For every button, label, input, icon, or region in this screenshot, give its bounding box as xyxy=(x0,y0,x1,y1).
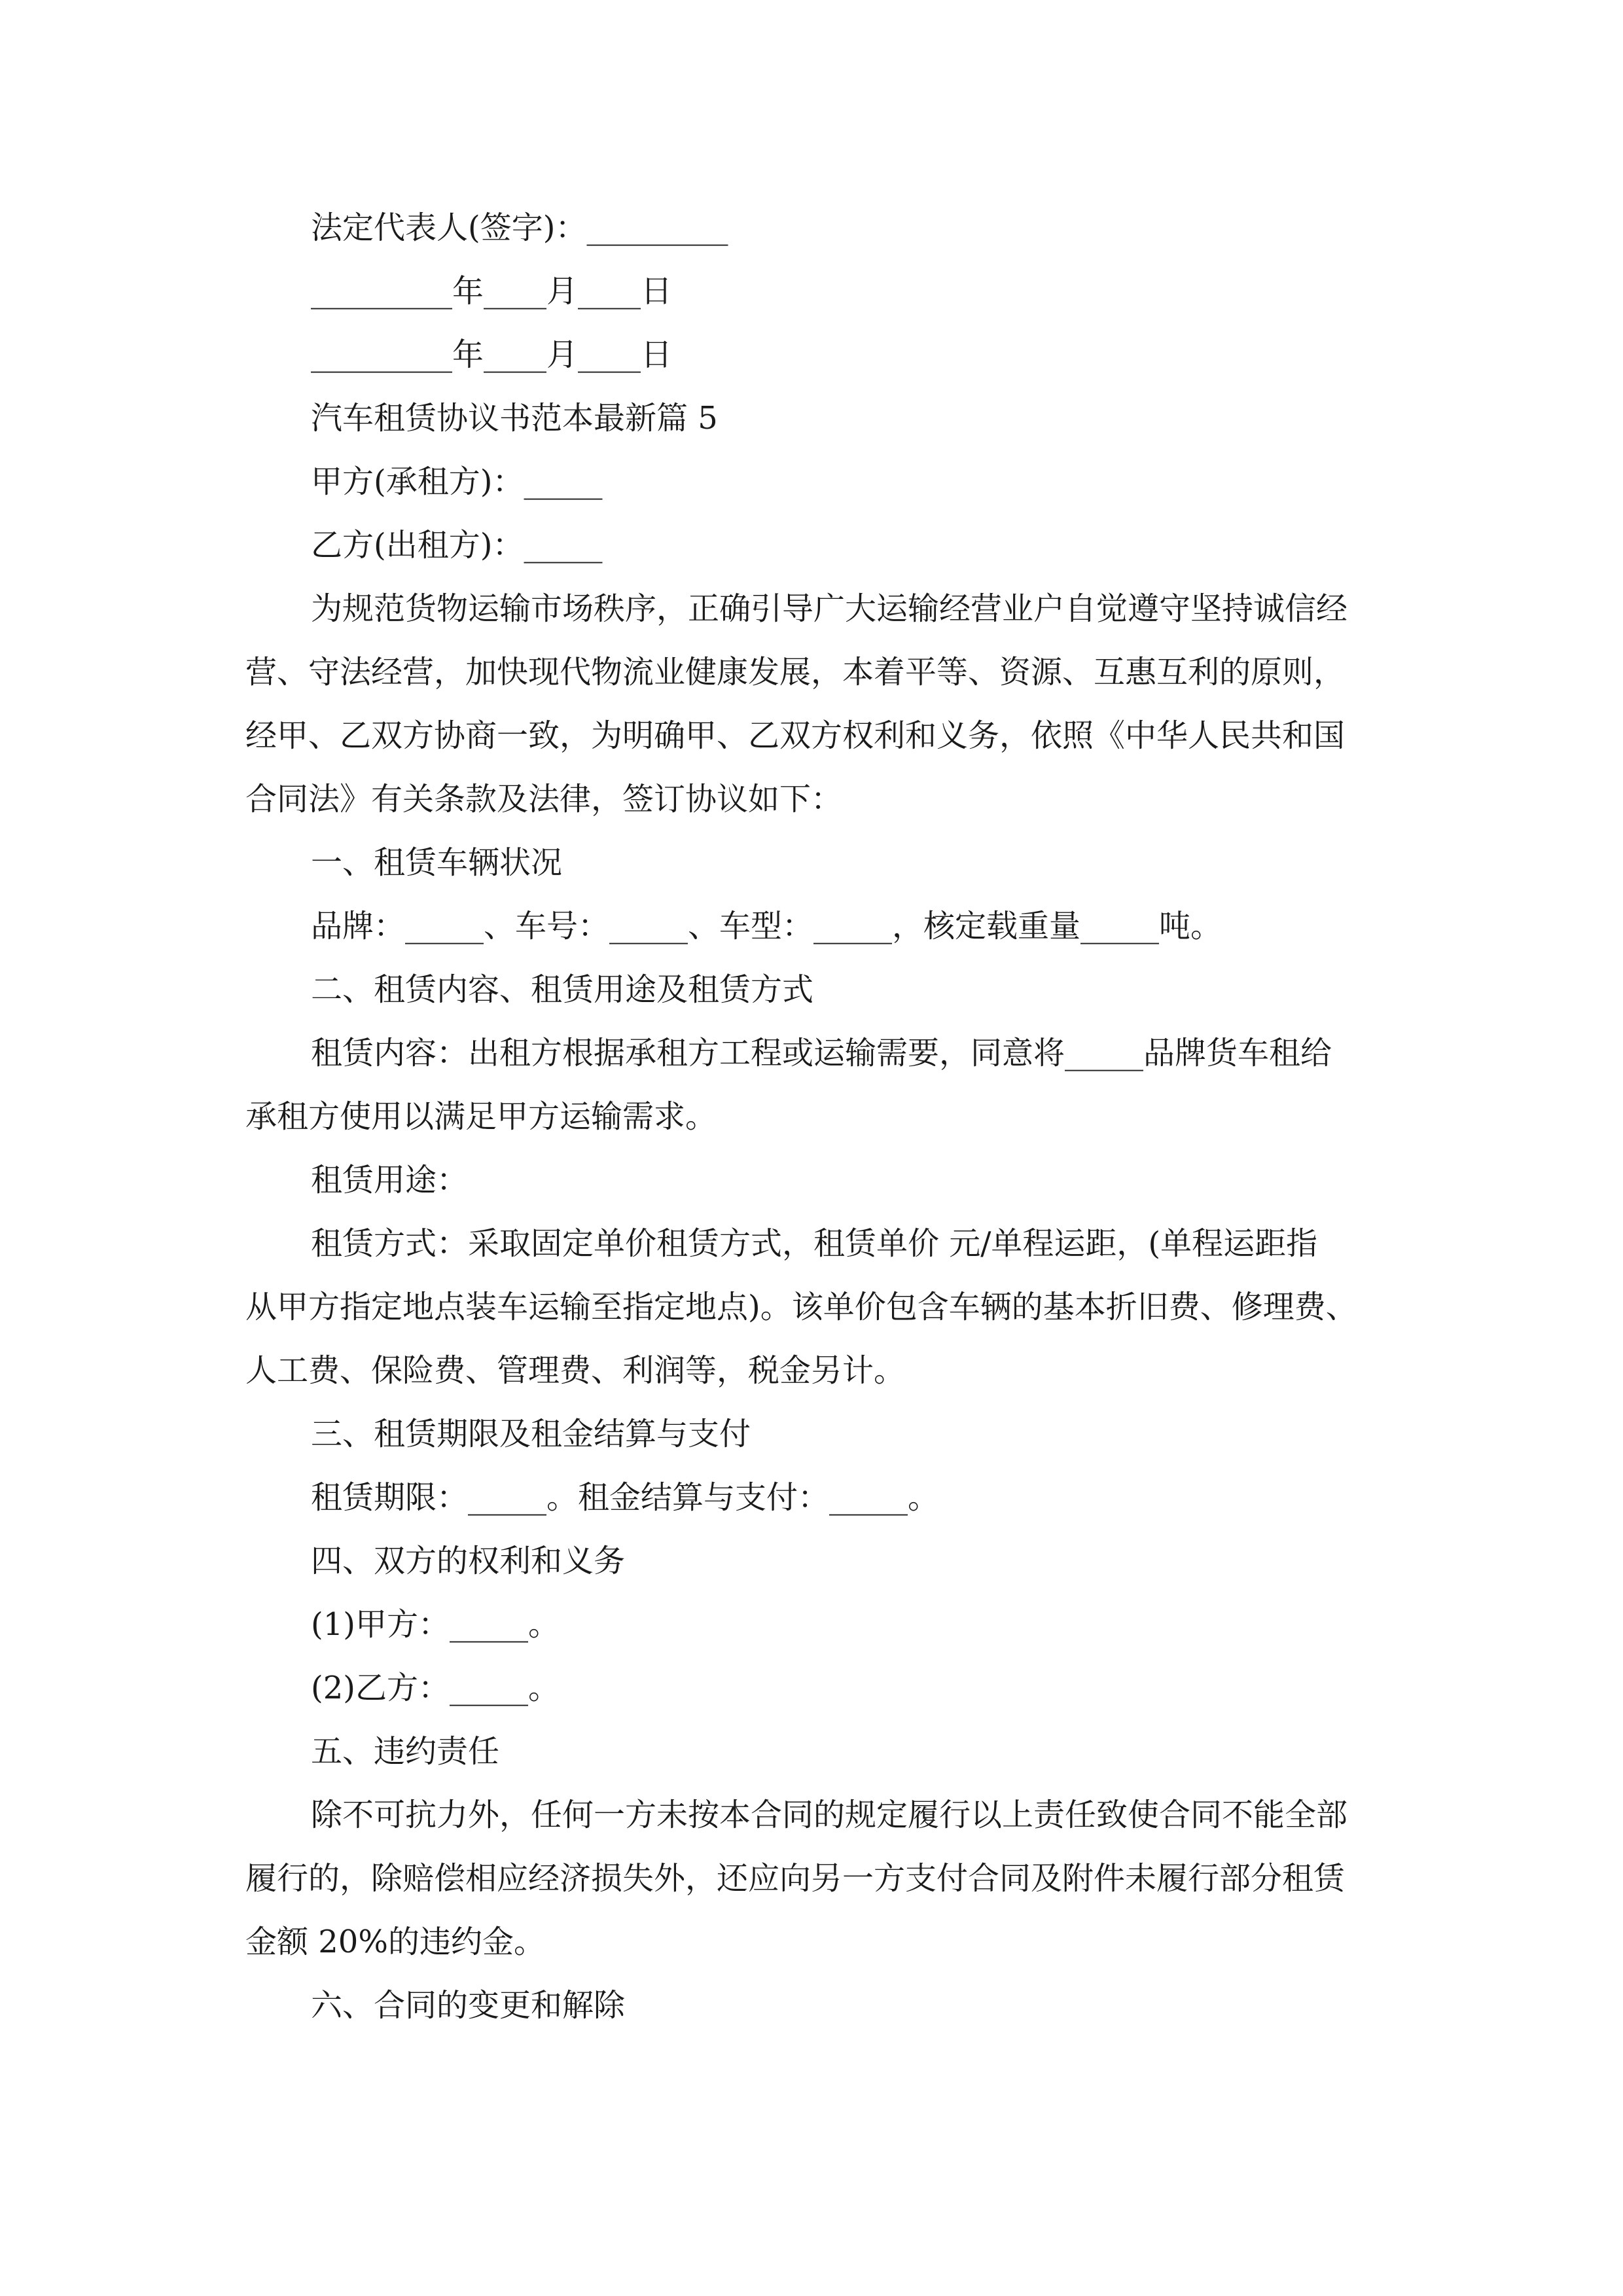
clause-text: (1)甲方：_____。 xyxy=(311,1606,560,1643)
clause-text: 人工费、保险费、管理费、利润等，税金另计。 xyxy=(245,1352,906,1389)
clause-text: 除不可抗力外，任何一方未按本合同的规定履行以上责任致使合同不能全部 xyxy=(311,1797,1348,1833)
paragraph-line: 经甲、乙双方协商一致，为明确甲、乙双方权利和义务，依照《中华人民共和国 xyxy=(245,717,1346,754)
date-line: _________年____月____日 xyxy=(311,336,673,373)
party-a-line: 甲方(承租方)：_____ xyxy=(311,463,603,500)
section-heading: 汽车租赁协议书范本最新篇 5 xyxy=(311,400,718,437)
clause-text: 金额 20%的违约金。 xyxy=(245,1924,545,1960)
paragraph-line: 为规范货物运输市场秩序，正确引导广大运输经营业户自觉遵守坚持诚信经 xyxy=(311,590,1348,627)
document-body xyxy=(245,196,1397,2037)
clause-title: 一、租赁车辆状况 xyxy=(311,844,563,881)
clause-text: 租赁方式：采取固定单价租赁方式，租赁单价 元/单程运距，(单程运距指 xyxy=(311,1225,1318,1262)
date-line: _________年____月____日 xyxy=(311,273,673,310)
clause-text: 承租方使用以满足甲方运输需求。 xyxy=(245,1098,717,1135)
clause-title: 二、租赁内容、租赁用途及租赁方式 xyxy=(311,971,814,1008)
clause-title: 三、租赁期限及租金结算与支付 xyxy=(311,1416,751,1452)
clause-title: 六、合同的变更和解除 xyxy=(311,1987,626,2024)
clause-text: 品牌：_____、车号：_____、车型：_____，核定载重量_____吨。 xyxy=(311,908,1222,944)
clause-text: 租赁期限：_____。租金结算与支付：_____。 xyxy=(311,1479,940,1516)
clause-text: (2)乙方：_____。 xyxy=(311,1670,560,1706)
paragraph-line: 营、守法经营，加快现代物流业健康发展，本着平等、资源、互惠互利的原则， xyxy=(245,654,1346,691)
clause-title: 四、双方的权利和义务 xyxy=(311,1543,626,1579)
clause-text: 从甲方指定地点装车运输至指定地点)。该单价包含车辆的基本折旧费、修理费、 xyxy=(245,1289,1357,1325)
paragraph-line: 合同法》有关条款及法律，签订协议如下： xyxy=(245,781,843,817)
clause-text: 租赁用途： xyxy=(311,1162,469,1198)
party-b-line: 乙方(出租方)：_____ xyxy=(311,527,603,564)
clause-text: 履行的，除赔偿相应经济损失外，还应向另一方支付合同及附件未履行部分租赁 xyxy=(245,1860,1346,1897)
clause-title: 五、违约责任 xyxy=(311,1733,500,1770)
clause-text: 租赁内容：出租方根据承租方工程或运输需要，同意将_____品牌货车租给 xyxy=(311,1035,1332,1071)
legal-rep-signature-line: 法定代表人(签字)：_________ xyxy=(311,209,728,246)
